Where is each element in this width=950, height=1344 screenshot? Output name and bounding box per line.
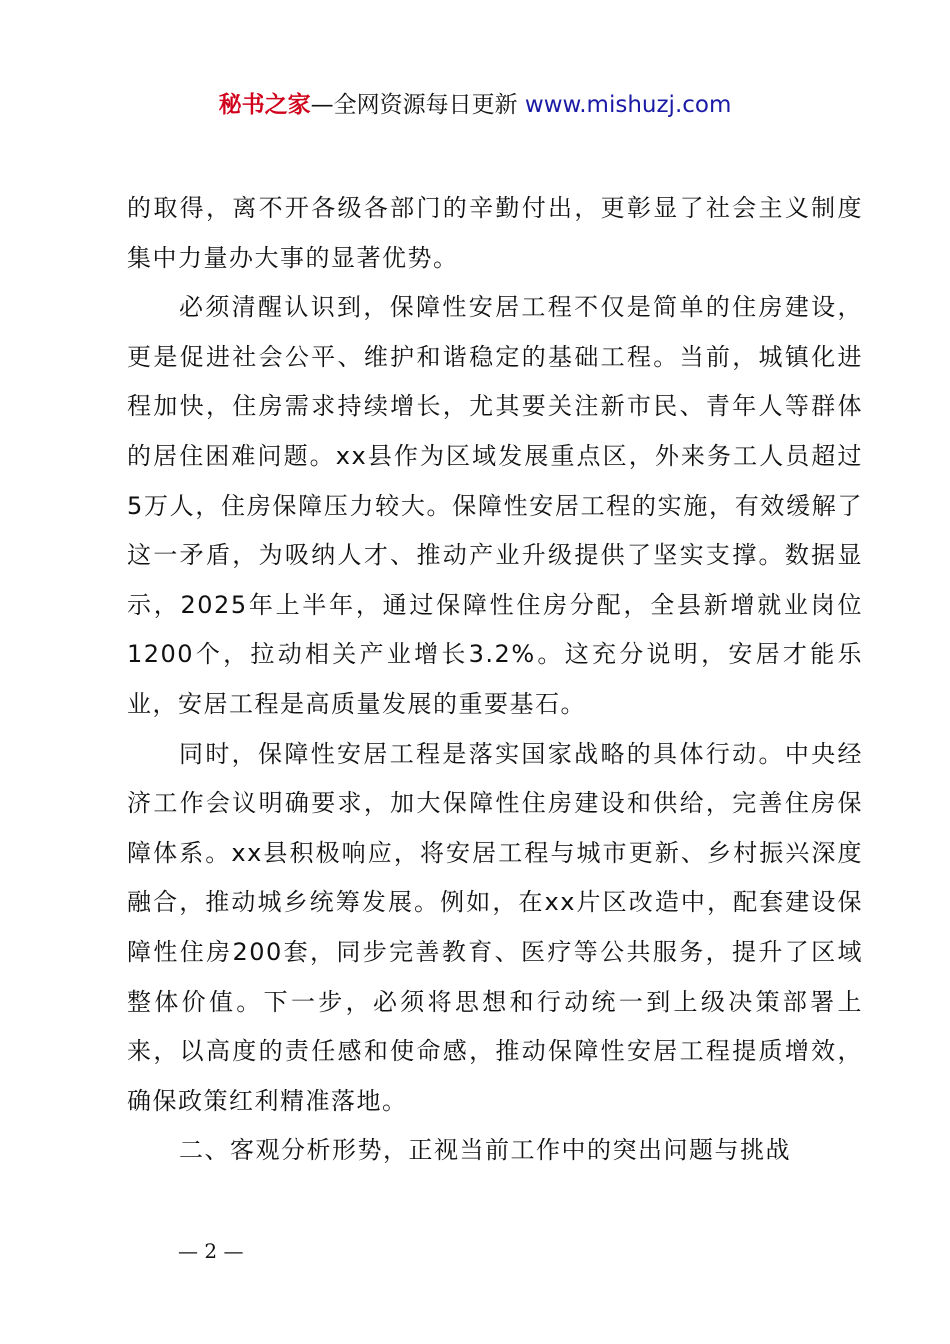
document-body — [127, 184, 863, 1176]
site-tagline: —全网资源每日更新 — [310, 92, 525, 118]
page-number: — 2 — — [178, 1239, 244, 1263]
site-url-link[interactable]: www.mishuzj.com — [524, 92, 732, 118]
site-brand: 秘书之家 — [218, 92, 311, 118]
section-heading: 二、客观分析形势，正视当前工作中的突出问题与挑战 — [179, 1136, 791, 1165]
paragraph-national-strategy: 同时，保障性安居工程是落实国家战略的具体行动。中央经济工作会议明确要求，加大保障性住房建设和供给，完善住房保障体系。xx县积极响应，将安居工程与城市更新、乡村振兴深度融合，推动城乡统筹发展。例如，在xx片区改造中，配套建设保障性住房200套，同步完善教育、医疗等公共服务，提升了区域整体价值。下一步，必须将思想和行动统一到上级决策部署上来，以高度的责任感和使命感，推动保障性安居工程提质增效，确保政策红利精准落地。 — [127, 739, 863, 1115]
paragraph-awareness: 必须清醒认识到，保障性安居工程不仅是简单的住房建设，更是促进社会公平、维护和谐稳定的基础工程。当前，城镇化进程加快，住房需求持续增长，尤其要关注新市民、青年人等群体的居住困难问题。xx县作为区域发展重点区，外来务工人员超过5万人，住房保障压力较大。保障性安居工程的实施，有效缓解了这一矛盾，为吸纳人才、推动产业升级提供了坚实支撑。数据显示，2025年上半年，通过保障性住房分配，全县新增就业岗位1200个，拉动相关产业增长3.2%。这充分说明，安居才能乐业，安居工程是高质量发展的重要基石。 — [127, 293, 863, 718]
paragraph-continuation: 的取得，离不开各级各部门的辛勤付出，更彰显了社会主义制度集中力量办大事的显著优势。 — [127, 194, 863, 272]
page-header — [0, 88, 950, 122]
